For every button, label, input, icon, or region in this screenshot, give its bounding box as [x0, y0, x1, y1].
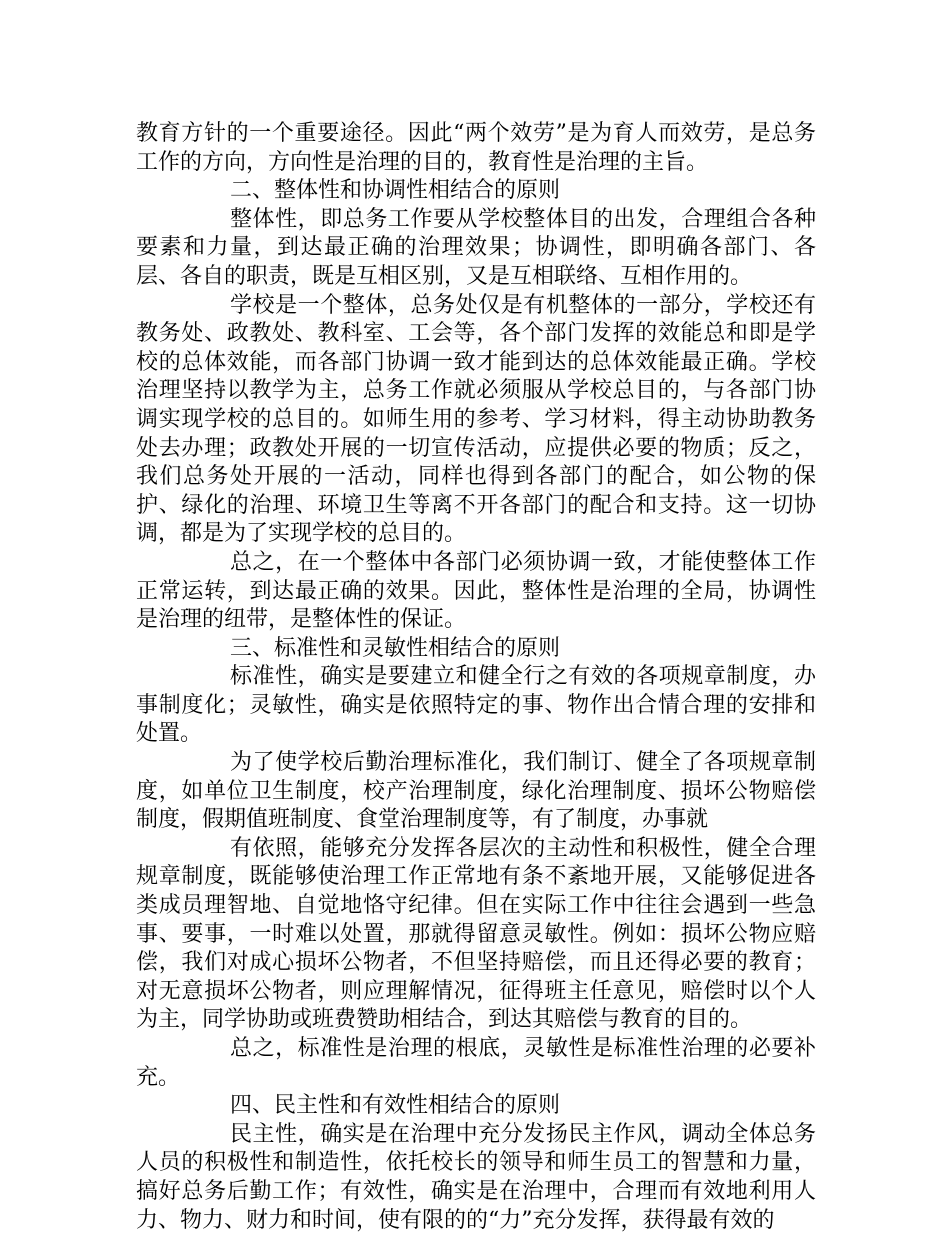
section-heading-3: 三、标准性和灵敏性相结合的原则 [230, 635, 561, 661]
paragraph: 有依照，能够充分发挥各层次的主动性和积极性，健全合理规章制度，既能够使治理工作正常地有条不紊地开展，又能够促进各类成员理智地、自觉地恪守纪律。但在实际工作中往往会遇到一些急事、要事，一时难以处置，那就得留意灵敏性。例如：损坏公物应赔偿，我们对成心损坏公物者，不但坚持赔偿，而且还得必要的教育；对无意损坏公物者，则应理解情况，征得班主任意见，赔偿时以个人为主，同学协助或班费赞助相结合，到达其赔偿与教育的目的。 [136, 835, 816, 1033]
paragraph: 为了使学校后勤治理标准化，我们制订、健全了各项规章制度，如单位卫生制度，校产治理制度，绿化治理制度、损坏公物赔偿制度，假期值班制度、食堂治理制度等，有了制度，办事就 [136, 750, 816, 833]
paragraph: 总之，在一个整体中各部门必须协调一致，才能使整体工作正常运转，到达最正确的效果。因此，整体性是治理的全局，协调性是治理的纽带，是整体性的保证。 [136, 549, 816, 633]
paragraph: 整体性，即总务工作要从学校整体目的出发，合理组合各种要素和力量，到达最正确的治理效果；协调性，即明确各部门、各层、各自的职责，既是互相区别，又是互相联络、互相作用的。 [136, 206, 816, 289]
paragraph: 民主性，确实是在治理中充分发扬民主作风，调动全体总务人员的积极性和制造性，依托校长的领导和师生员工的智慧和力量，搞好总务后勤工作；有效性，确实是在治理中，合理而有效地利用人力、物力、财力和时间，使有限的的“力”充分发挥，获得最有效的 [136, 1121, 816, 1233]
section-heading-2: 二、整体性和协调性相结合的原则 [230, 178, 561, 204]
paragraph: 标准性，确实是要建立和健全行之有效的各项规章制度，办事制度化；灵敏性，确实是依照特定的事、物作出合情合理的安排和处置。 [136, 664, 816, 747]
paragraph: 学校是一个整体，总务处仅是有机整体的一部分，学校还有教务处、政教处、教科室、工会等，各个部门发挥的效能总和即是学校的总体效能，而各部门协调一致才能到达的总体效能最正确。学校治理坚持以教学为主，总务工作就必须服从学校总目的，与各部门协调实现学校的总目的。如师生用的参考、学习材料，得主动协助教务处去办理；政教处开展的一切宣传活动，应提供必要的物质；反之，我们总务处开展的一活动，同样也得到各部门的配合，如公物的保护、绿化的治理、环境卫生等离不开各部门的配合和支持。这一切协调，都是为了实现学校的总目的。 [136, 292, 816, 547]
paragraph-intro: 教育方针的一个重要途径。因此“两个效劳”是为育人而效劳，是总务工作的方向，方向性是治理的目的，教育性是治理的主旨。 [136, 121, 816, 175]
section-heading-4: 四、民主性和有效性相结合的原则 [230, 1093, 561, 1119]
paragraph: 总之，标准性是治理的根底，灵敏性是标准性治理的必要补充。 [136, 1036, 816, 1090]
document-body [136, 120, 816, 1235]
